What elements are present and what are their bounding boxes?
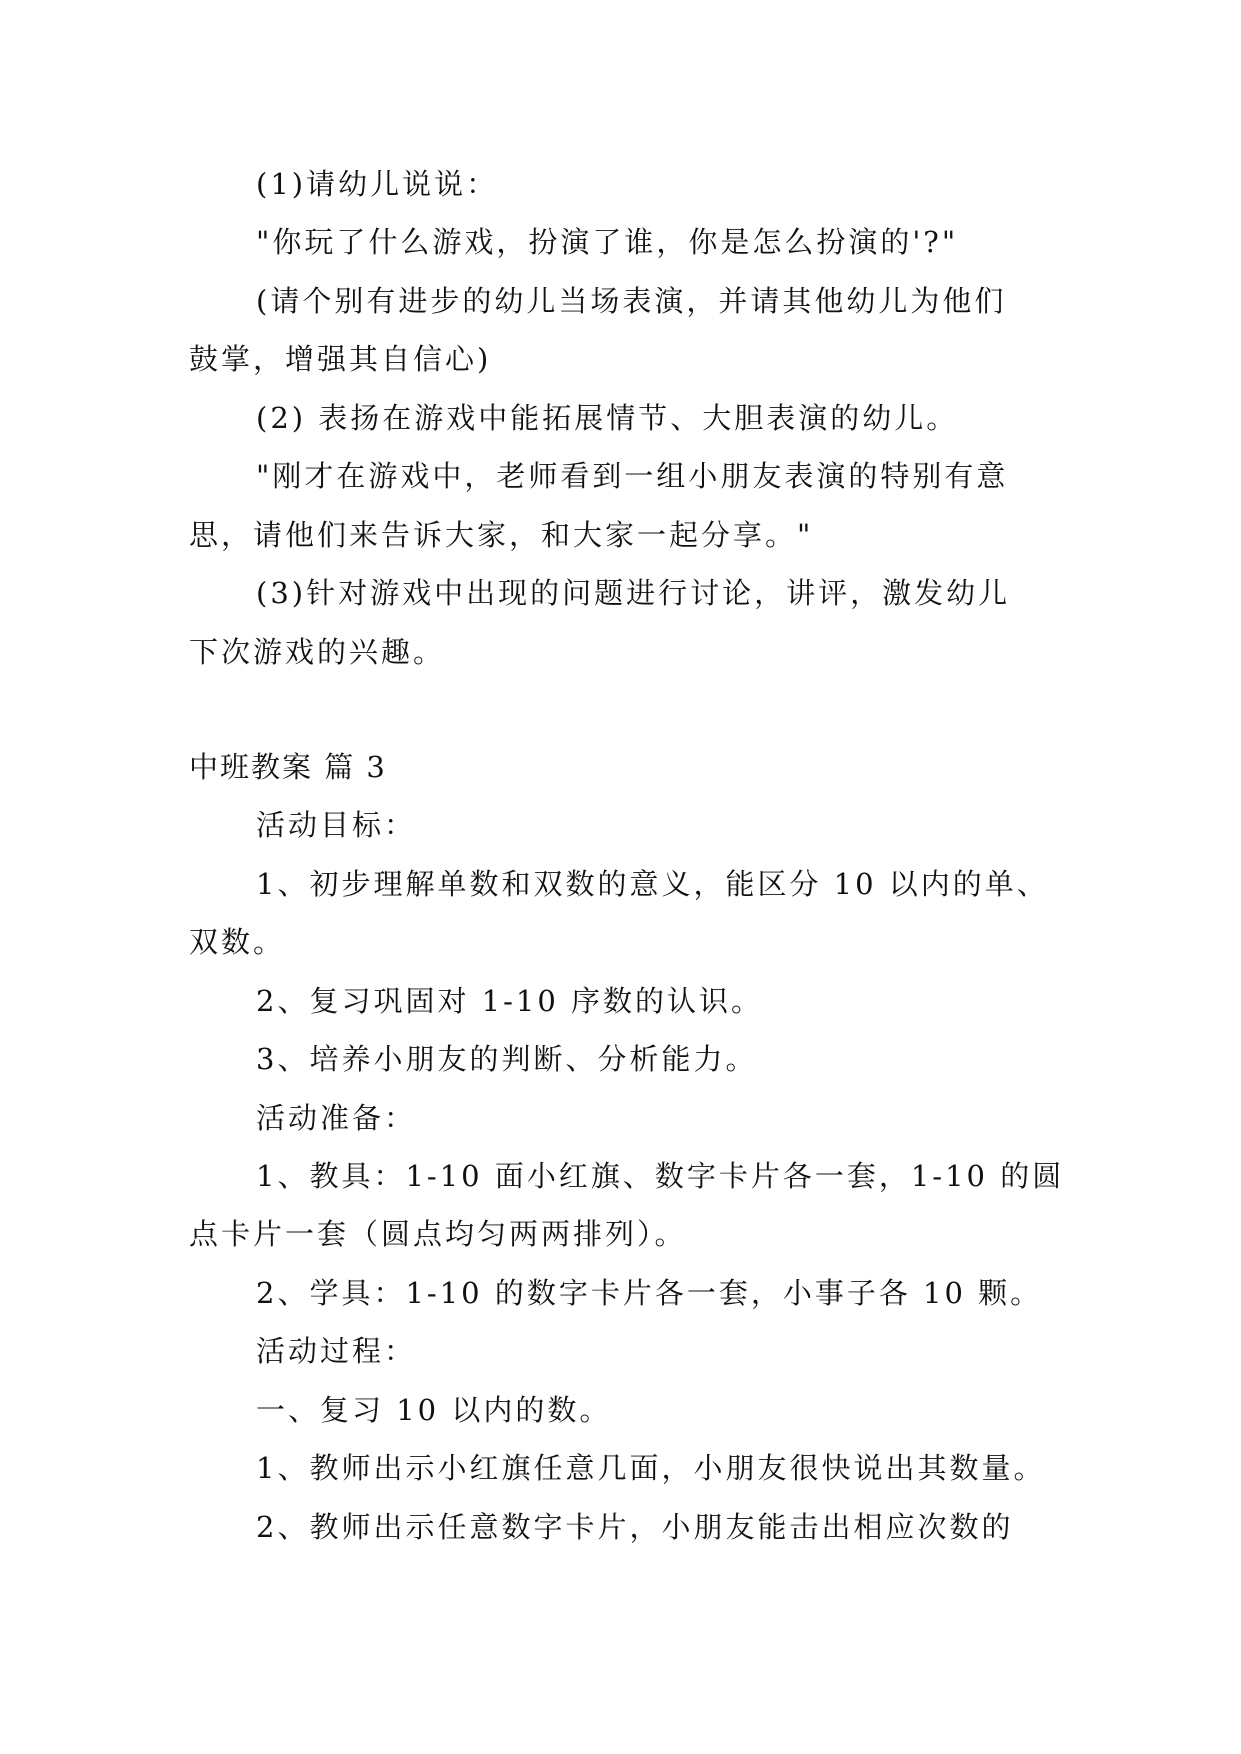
paragraph-line: 2、教师出示任意数字卡片，小朋友能击出相应次数的 [256, 1510, 1014, 1544]
paragraph-line: 3、培养小朋友的判断、分析能力。 [256, 1042, 758, 1076]
paragraph-line: "刚才在游戏中，老师看到一组小朋友表演的特别有意 [256, 459, 1009, 493]
paragraph-line: 1、教具：1-10 面小红旗、数字卡片各一套，1-10 的圆 [256, 1159, 1065, 1193]
paragraph-line: 点卡片一套（圆点均匀两两排列）。 [189, 1217, 687, 1251]
paragraph-line: 2、复习巩固对 1-10 序数的认识。 [256, 984, 764, 1018]
paragraph-line: 双数。 [189, 925, 286, 959]
paragraph-line: 活动准备： [256, 1101, 417, 1135]
paragraph-line: "你玩了什么游戏，扮演了谁，你是怎么扮演的'?" [256, 225, 959, 259]
paragraph-line: 1、初步理解单数和双数的意义，能区分 10 以内的单、 [256, 867, 1049, 901]
paragraph-line: (2) 表扬在游戏中能拓展情节、大胆表演的幼儿。 [256, 401, 959, 435]
paragraph-line: 鼓掌，增强其自信心) [189, 342, 492, 376]
paragraph-line: (3)针对游戏中出现的问题进行讨论，讲评，激发幼儿 [256, 576, 1011, 610]
paragraph-line: 2、学具：1-10 的数字卡片各一套，小事子各 10 颗。 [256, 1276, 1043, 1310]
paragraph-line: 活动目标： [256, 808, 417, 842]
paragraph-line: 思，请他们来告诉大家，和大家一起分享。" [189, 518, 814, 552]
paragraph-line: (请个别有进步的幼儿当场表演，并请其他幼儿为他们 [256, 284, 1007, 318]
paragraph-line: 活动过程： [256, 1334, 417, 1368]
section-heading: 中班教案 篇 3 [189, 750, 387, 784]
paragraph-line: 1、教师出示小红旗任意几面，小朋友很快说出其数量。 [256, 1451, 1046, 1485]
paragraph-line: (1)请幼儿说说： [256, 167, 499, 201]
paragraph-line: 一、复习 10 以内的数。 [256, 1393, 612, 1427]
paragraph-line: 下次游戏的兴趣。 [189, 635, 446, 669]
